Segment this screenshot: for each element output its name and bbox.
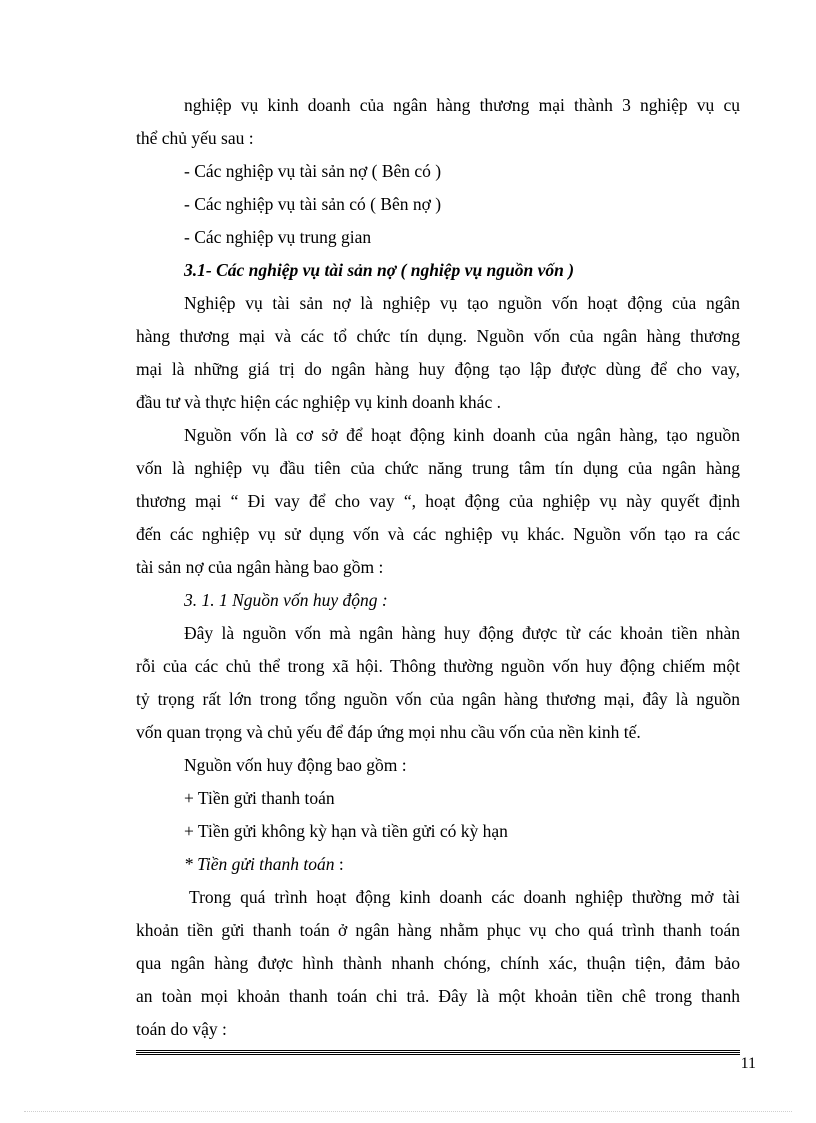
page-bottom-border bbox=[24, 1111, 792, 1112]
list-item-liabilities: - Các nghiệp vụ tài sản nợ ( Bên có ) bbox=[184, 161, 442, 181]
text-line-11: Nguồn vốn là cơ sở để hoạt động kinh doanh của ngân hàng, tạo nguồn bbox=[184, 425, 740, 445]
subheading-payment-deposit-colon: : bbox=[334, 854, 344, 874]
subheading-payment-deposit-label: * Tiền gửi thanh toán bbox=[184, 854, 335, 874]
subheading-payment-deposit bbox=[184, 852, 740, 876]
footer-rule-top bbox=[136, 1050, 740, 1051]
text-line-20: vốn quan trọng và chủ yếu để đáp ứng mọi nhu cầu vốn của nền kinh tế. bbox=[136, 722, 641, 742]
text-line-15: tài sản nợ của ngân hàng bao gồm : bbox=[136, 557, 384, 577]
text-line-17: Đây là nguồn vốn mà ngân hàng huy động được từ các khoản tiền nhàn bbox=[184, 623, 740, 643]
list-item-payment-deposit: + Tiền gửi thanh toán bbox=[184, 788, 335, 808]
text-line-12: vốn là nghiệp vụ đầu tiên của chức năng trung tâm tín dụng của ngân hàng bbox=[136, 458, 740, 478]
text-line-14: đến các nghiệp vụ sử dụng vốn và các nghiệp vụ khác. Nguồn vốn tạo ra các bbox=[136, 524, 740, 544]
list-item-assets: - Các nghiệp vụ tài sản có ( Bên nợ ) bbox=[184, 194, 442, 214]
footer-rule-middle bbox=[136, 1052, 740, 1053]
list-item-intermediary: - Các nghiệp vụ trung gian bbox=[184, 227, 372, 247]
text-line-9: mại là những giá trị do ngân hàng huy động tạo lập được dùng để cho vay, bbox=[136, 359, 740, 379]
text-line-24: Trong quá trình hoạt động kinh doanh các doanh nghiệp thường mở tài bbox=[189, 887, 740, 907]
text-line-27: an toàn mọi khoản thanh toán chi trả. Đây là một khoản tiền chê trong thanh bbox=[136, 986, 740, 1006]
text-line-13: thương mại “ Đi vay để cho vay “, hoạt động của nghiệp vụ này quyết định bbox=[136, 491, 740, 511]
text-line-8: hàng thương mại và các tổ chức tín dụng. Nguồn vốn của ngân hàng thương bbox=[136, 326, 740, 346]
text-line-1: nghiệp vụ kinh doanh của ngân hàng thương mại thành 3 nghiệp vụ cụ bbox=[184, 95, 740, 115]
section-heading-3-1: 3.1- Các nghiệp vụ tài sản nợ ( nghiệp vụ nguồn vốn ) bbox=[184, 260, 575, 280]
text-line-2: thể chủ yếu sau : bbox=[136, 128, 254, 148]
text-line-10: đầu tư và thực hiện các nghiệp vụ kinh doanh khác . bbox=[136, 392, 501, 412]
list-item-term-deposit: + Tiền gửi không kỳ hạn và tiền gửi có kỳ hạn bbox=[184, 821, 508, 841]
page-number: 11 bbox=[740, 1055, 756, 1072]
footer-rule-bottom bbox=[136, 1054, 740, 1055]
text-line-25: khoản tiền gửi thanh toán ở ngân hàng nhằm phục vụ cho quá trình thanh toán bbox=[136, 920, 740, 940]
text-line-26: qua ngân hàng được hình thành nhanh chóng, chính xác, thuận tiện, đảm bảo bbox=[136, 953, 740, 973]
text-line-21: Nguồn vốn huy động bao gồm : bbox=[184, 755, 407, 775]
text-line-28: toán do vậy : bbox=[136, 1019, 227, 1039]
text-line-7: Nghiệp vụ tài sản nợ là nghiệp vụ tạo nguồn vốn hoạt động của ngân bbox=[184, 293, 740, 313]
text-line-18: rỗi của các chủ thể trong xã hội. Thông thường nguồn vốn huy động chiếm một bbox=[136, 656, 740, 676]
text-line-19: tỷ trọng rất lớn trong tổng nguồn vốn của ngân hàng thương mại, đây là nguồn bbox=[136, 689, 740, 709]
subsection-heading-3-1-1: 3. 1. 1 Nguồn vốn huy động : bbox=[184, 590, 388, 610]
